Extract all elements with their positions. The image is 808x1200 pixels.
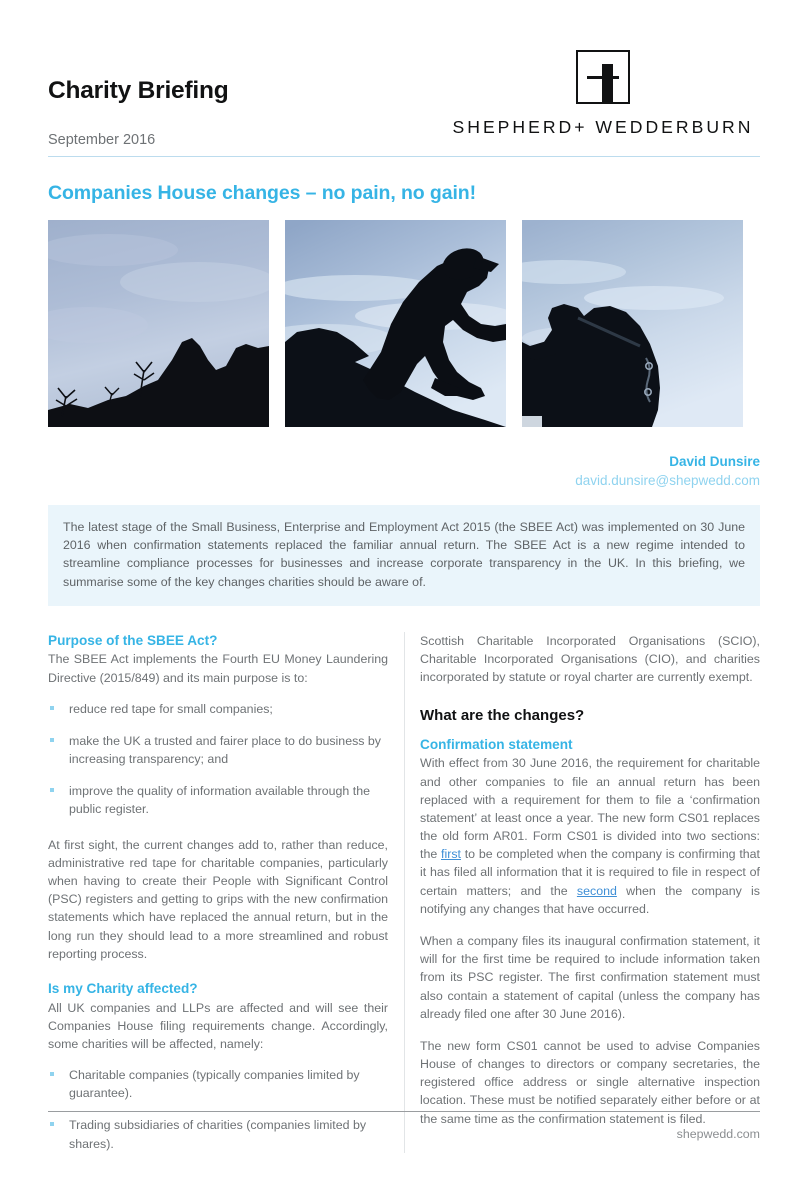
heading-confirmation-statement: Confirmation statement (420, 736, 573, 752)
shepherd-wedderburn-mark-icon (576, 50, 630, 104)
paragraph-cs01-limitations: The new form CS01 cannot be used to advise Companies House of changes to directors or company secretaries, the registered office address or single alternative inspection location. These must be notified separately either before or at the same time as the confirmation statement is filed. (420, 1038, 760, 1126)
link-first[interactable]: first (441, 847, 461, 862)
list-item (48, 1066, 388, 1102)
bullet-square-icon (50, 788, 54, 792)
article-columns (48, 632, 760, 1153)
image-strip (48, 220, 760, 427)
right-column (420, 632, 760, 1153)
list-item-label: reduce red tape for small companies; (69, 701, 273, 716)
bullet-square-icon (50, 1072, 54, 1076)
list-item-label: improve the quality of information available through the public register. (69, 784, 370, 817)
footer-website[interactable]: shepwedd.com (676, 1127, 760, 1141)
list-affected-bullets (48, 1066, 388, 1153)
link-second[interactable]: second (576, 883, 617, 898)
list-item-label: Trading subsidiaries of charities (companies limited by shares). (69, 1118, 367, 1151)
page-header (48, 0, 760, 160)
company-logo (446, 50, 760, 138)
column-gutter (388, 632, 420, 1153)
list-item (48, 1116, 388, 1152)
confirmation-text-part-2: to be completed when the company is confirming that it has filed all information that it is required to file in respect of certain matters; and the (420, 847, 760, 898)
bullet-square-icon (50, 706, 54, 710)
bullet-square-icon (50, 1122, 54, 1126)
left-column (48, 632, 388, 1153)
list-item-label: make the UK a trusted and fairer place to do business by increasing transparency; and (69, 733, 382, 767)
paragraph-affected-intro: All UK companies and LLPs are affected and will see their Companies House filing requirements change. Accordingly, some charities will be affected, namely: (48, 1000, 388, 1051)
list-item (48, 700, 388, 718)
photo-rocky-summit-silhouette (48, 220, 269, 427)
list-item (48, 732, 388, 768)
heading-is-my-charity-affected: Is my Charity affected? (48, 980, 198, 996)
photo-climber-scrambling-silhouette (285, 220, 506, 427)
list-item (48, 782, 388, 818)
author-email[interactable]: david.dunsire@shepwedd.com (575, 472, 760, 488)
heading-purpose-of-sbee-act: Purpose of the SBEE Act? (48, 632, 218, 648)
list-purpose-bullets (48, 700, 388, 819)
header-divider (48, 156, 760, 157)
page-title: Charity Briefing (48, 77, 229, 104)
paragraph-first-sight: At first sight, the current changes add to, rather than reduce, administrative red tape for charitable companies, particularly when having to create their People with Significant Control (PSC) registers and getting to grips with the new confirmation statements which have replaced the annual return, but in the long run they should lead to a more streamlined and robust reporting process. (48, 837, 388, 961)
paragraph-inaugural-statement: When a company files its inaugural confirmation statement, it will for the first time be required to include information taken from its PSC register. The first confirmation statement must also contain a statement of capital (unless the company has already filed one after 30 June 2016). (420, 934, 760, 1021)
column-divider (404, 632, 405, 1153)
article-headline: Companies House changes – no pain, no gain! (48, 182, 477, 204)
list-item-label: Charitable companies (typically companies limited by guarantee). (69, 1068, 360, 1101)
paragraph-confirmation-statement (420, 754, 760, 918)
author-name: David Dunsire (669, 454, 760, 470)
intro-text: The latest stage of the Small Business, Enterprise and Employment Act 2015 (the SBEE Act) was implemented on 30 June 2016 when confirmation statements replaced the familiar annual return. The SBEE Act is a new regime intended to streamline compliance processes for businesses and increase corporate transparency in the UK. In this briefing, we summarise some of the key changes charities should be aware of. (63, 519, 745, 589)
photo-climber-with-backpack-silhouette (522, 220, 743, 427)
confirmation-text-part-1: With effect from 30 June 2016, the requirement for charitable and other companies to file an annual return has been replaced with a requirement for them to file a ‘confirmation statement’ at least once a year. The new form CS01 replaces the old form AR01. Form CS01 is divided into two sections: the (420, 756, 760, 862)
paragraph-exempt-entities: Scottish Charitable Incorporated Organisations (SCIO), Charitable Incorporated Organisations (CIO), and charities incorporated by statute or royal charter are currently exempt. (420, 633, 760, 685)
paragraph-purpose-intro: The SBEE Act implements the Fourth EU Money Laundering Directive (2015/849) and its main purpose is to: (48, 652, 388, 685)
author-block (48, 453, 760, 489)
heading-what-are-the-changes: What are the changes? (420, 707, 585, 725)
intro-callout-box (48, 505, 760, 606)
footer-divider (48, 1111, 760, 1112)
publication-date: September 2016 (48, 132, 156, 148)
bullet-square-icon (50, 738, 54, 742)
company-logo-wordmark: SHEPHERD+ WEDDERBURN (452, 117, 754, 137)
confirmation-text-part-3: when the company is notifying any changes that have occurred. (420, 883, 760, 916)
